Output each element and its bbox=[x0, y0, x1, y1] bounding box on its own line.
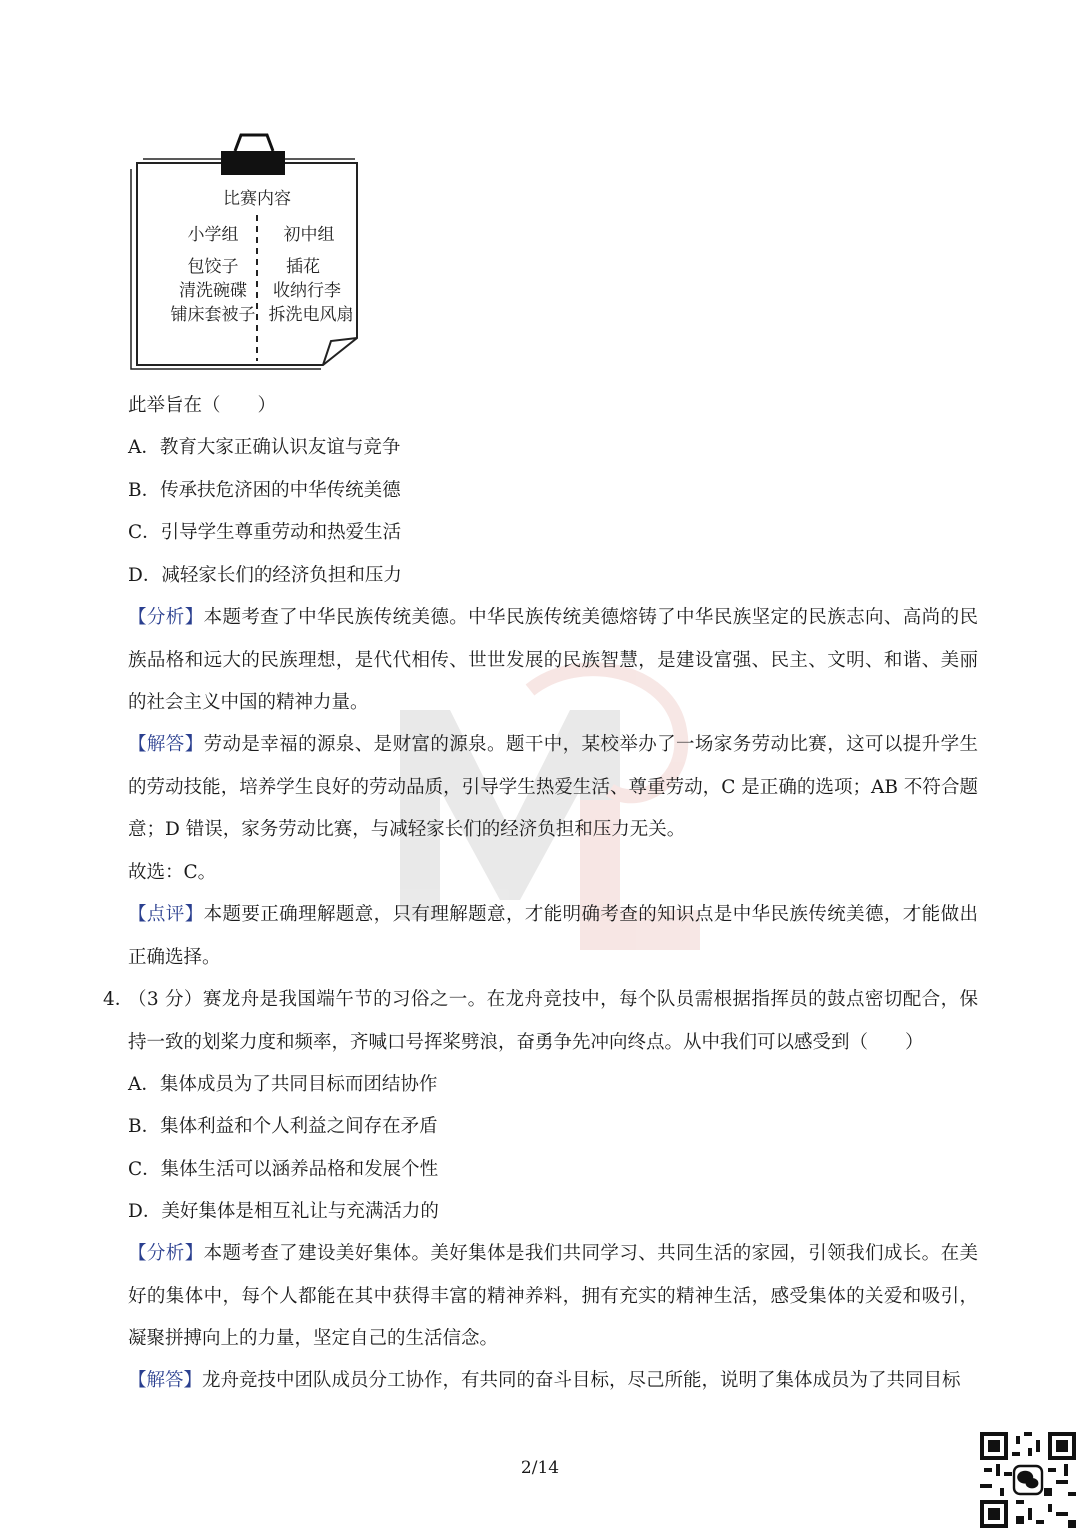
comment-tag: 【点评】 bbox=[128, 904, 204, 925]
q4-option-d: D．美好集体是相互礼让与充满活力的 bbox=[128, 1201, 439, 1222]
analysis-tag: 【分析】 bbox=[128, 1243, 204, 1264]
q4-stem: （3 分）赛龙舟是我国端午节的习俗之一。在龙舟竞技中，每个队员需根据指挥员的鼓点密切配合，保持一致的划桨力度和频率，齐喊口号挥桨劈浪，奋勇争先冲向终点。从中我们可以感受到（ ） bbox=[128, 989, 978, 1053]
answer-tag: 【解答】 bbox=[128, 734, 204, 755]
q3-option-c: C．引导学生尊重劳动和热爱生活 bbox=[128, 522, 402, 543]
q3-answer-text: 劳动是幸福的源泉、是财富的源泉。题干中，某校举办了一场家务劳动比赛，这可以提升学生的劳动技能，培养学生良好的劳动品质，引导学生热爱生活、尊重劳动，C 是正确的选项；AB 不符合题意；D 错误，家务劳动比赛，与减轻家长们的经济负担和压力无关。 bbox=[128, 734, 978, 840]
q3-analysis-text: 本题考查了中华民族传统美德。中华民族传统美德熔铸了中华民族坚定的民族志向、高尚的民族品格和远大的民族理想，是代代相传、世世发展的民族智慧，是建设富强、民主、文明、和谐、美丽的社会主义中国的精神力量。 bbox=[128, 607, 978, 713]
q3-comment bbox=[128, 894, 978, 979]
q3-option-b: B．传承扶危济困的中华传统美德 bbox=[128, 480, 401, 501]
q3-option-a: A．教育大家正确认识友谊与竞争 bbox=[128, 437, 401, 458]
q3-comment-text: 本题要正确理解题意，只有理解题意，才能明确考查的知识点是中华民族传统美德，才能做出正确选择。 bbox=[128, 904, 978, 968]
q4-option-c: C．集体生活可以涵养品格和发展个性 bbox=[128, 1159, 439, 1180]
figure-left-heading: 小学组 bbox=[187, 225, 239, 245]
competition-paper-figure bbox=[125, 133, 365, 373]
q4-option-b: B．集体利益和个人利益之间存在矛盾 bbox=[128, 1116, 438, 1137]
q3-answer bbox=[128, 724, 978, 852]
q3-stem: 此举旨在（ ） bbox=[128, 395, 277, 416]
qr-code-icon bbox=[980, 1432, 1076, 1528]
q3-choice: 故选：C。 bbox=[128, 862, 217, 883]
figure-title: 比赛内容 bbox=[223, 189, 291, 209]
figure-right-item: 收纳行李 bbox=[273, 281, 341, 301]
page-number: 2/14 bbox=[520, 1458, 560, 1478]
answer-tag: 【解答】 bbox=[128, 1370, 203, 1391]
figure-left-item: 包饺子 bbox=[187, 257, 239, 277]
q3-option-d: D．减轻家长们的经济负担和压力 bbox=[128, 565, 402, 586]
q4-option-a: A．集体成员为了共同目标而团结协作 bbox=[128, 1074, 438, 1095]
q3-analysis bbox=[128, 597, 978, 725]
q4-analysis-text: 本题考查了建设美好集体。美好集体是我们共同学习、共同生活的家园，引领我们成长。在美好的集体中，每个人都能在其中获得丰富的精神养料，拥有充实的精神生活，感受集体的关爱和吸引，凝聚拼搏向上的力量，坚定自己的生活信念。 bbox=[128, 1243, 978, 1349]
q4-analysis bbox=[128, 1233, 978, 1361]
figure-right-item: 拆洗电风扇 bbox=[268, 305, 354, 325]
figure-left-item: 铺床套被子 bbox=[170, 305, 256, 325]
figure-left-item: 清洗碗碟 bbox=[179, 281, 247, 301]
figure-right-item: 插花 bbox=[286, 257, 320, 277]
q4-number: 4． bbox=[103, 989, 134, 1010]
q4-answer bbox=[128, 1360, 978, 1402]
analysis-tag: 【分析】 bbox=[128, 607, 204, 628]
q4-answer-text: 龙舟竞技中团队成员分工协作，有共同的奋斗目标，尽己所能，说明了集体成员为了共同目标 bbox=[202, 1370, 961, 1391]
figure-right-heading: 初中组 bbox=[283, 225, 335, 245]
